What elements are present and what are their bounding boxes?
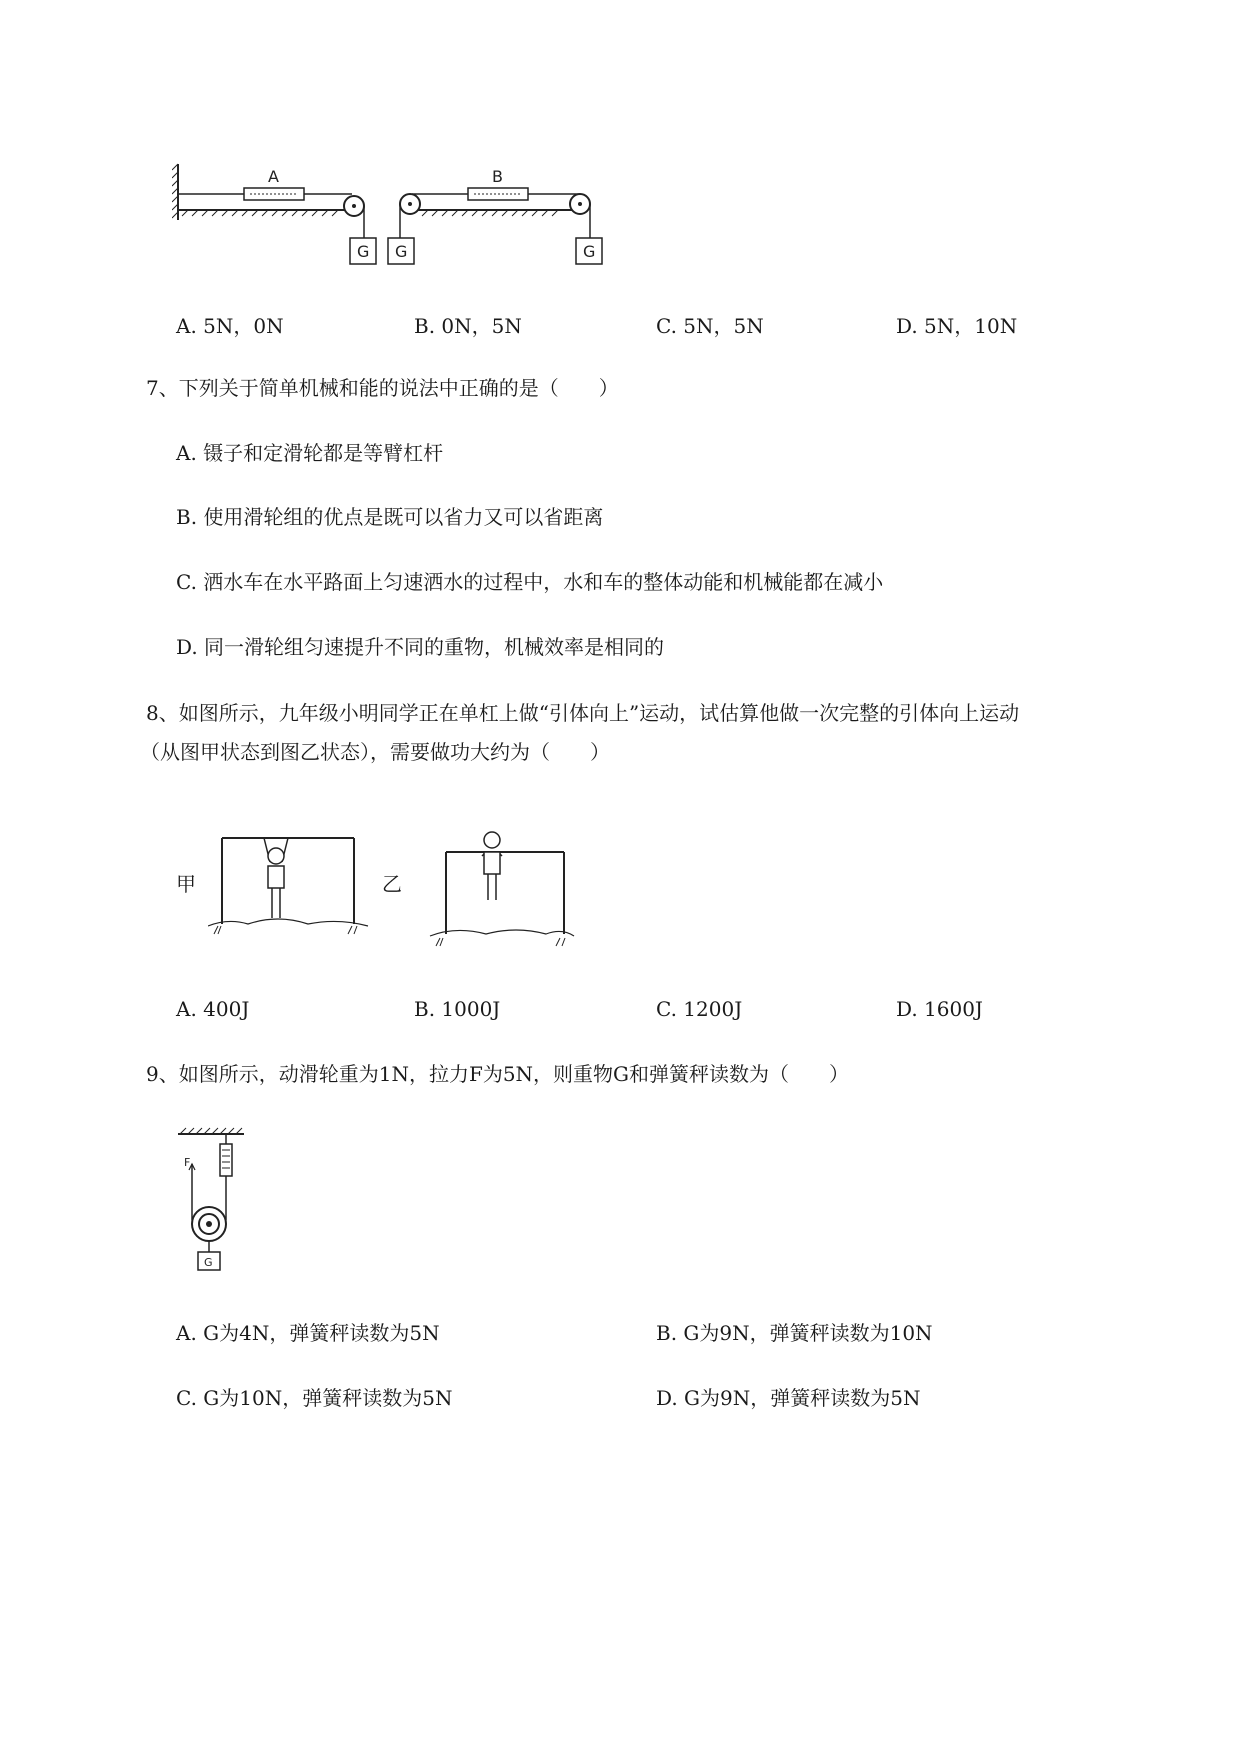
force-f-label: F [184,1156,191,1169]
q6-option-d[interactable]: D. 5N，10N [896,314,1018,338]
q9-option-c[interactable]: C. G为10N，弹簧秤读数为5N [176,1386,453,1410]
figure-jia-label: 甲 [176,872,196,896]
weight-g-1-label: G [357,242,370,261]
figure-yi-pulled-up [426,822,576,950]
weight-g-label: G [204,1256,213,1269]
figure-yi-label: 乙 [382,872,402,896]
q6-figure [172,158,612,268]
q9-option-d[interactable]: D. G为9N，弹簧秤读数为5N [656,1386,921,1410]
q8-option-d[interactable]: D. 1600J [896,997,983,1021]
q9-option-a[interactable]: A. G为4N，弹簧秤读数为5N [176,1321,440,1345]
q7-option-d[interactable]: D. 同一滑轮组匀速提升不同的重物，机械效率是相同的 [176,635,665,659]
q6-option-b[interactable]: B. 0N，5N [414,314,522,338]
q7-option-c[interactable]: C. 洒水车在水平路面上匀速洒水的过程中，水和车的整体动能和机械能都在减小 [176,570,884,594]
q8-option-b[interactable]: B. 1000J [414,997,501,1021]
q9-pulley-figure [174,1124,254,1274]
q9-stem: 9、如图所示，动滑轮重为1N，拉力F为5N，则重物G和弹簧秤读数为（ ） [146,1062,850,1086]
q9-option-b[interactable]: B. G为9N，弹簧秤读数为10N [656,1321,933,1345]
scale-a-label: A [268,167,279,186]
weight-g-3-label: G [583,242,596,261]
scale-b-label: B [492,167,503,186]
q7-stem: 7、下列关于简单机械和能的说法中正确的是（ ） [146,376,619,400]
q6-option-c[interactable]: C. 5N，5N [656,314,764,338]
q7-option-a[interactable]: A. 镊子和定滑轮都是等臂杠杆 [176,441,444,465]
q6-option-a[interactable]: A. 5N，0N [176,314,284,338]
q8-stem-line2: （从图甲状态到图乙状态），需要做功大约为（ ） [140,740,610,764]
weight-g-2-label: G [395,242,408,261]
q8-stem-line1: 8、如图所示，九年级小明同学正在单杠上做“引体向上”运动，试估算他做一次完整的引体向上运动 [146,701,1020,725]
q7-option-b[interactable]: B. 使用滑轮组的优点是既可以省力又可以省距离 [176,505,604,529]
spring-scale [220,1144,232,1176]
q8-option-c[interactable]: C. 1200J [656,997,743,1021]
q8-option-a[interactable]: A. 400J [176,997,250,1021]
figure-jia-hanging [208,826,370,938]
